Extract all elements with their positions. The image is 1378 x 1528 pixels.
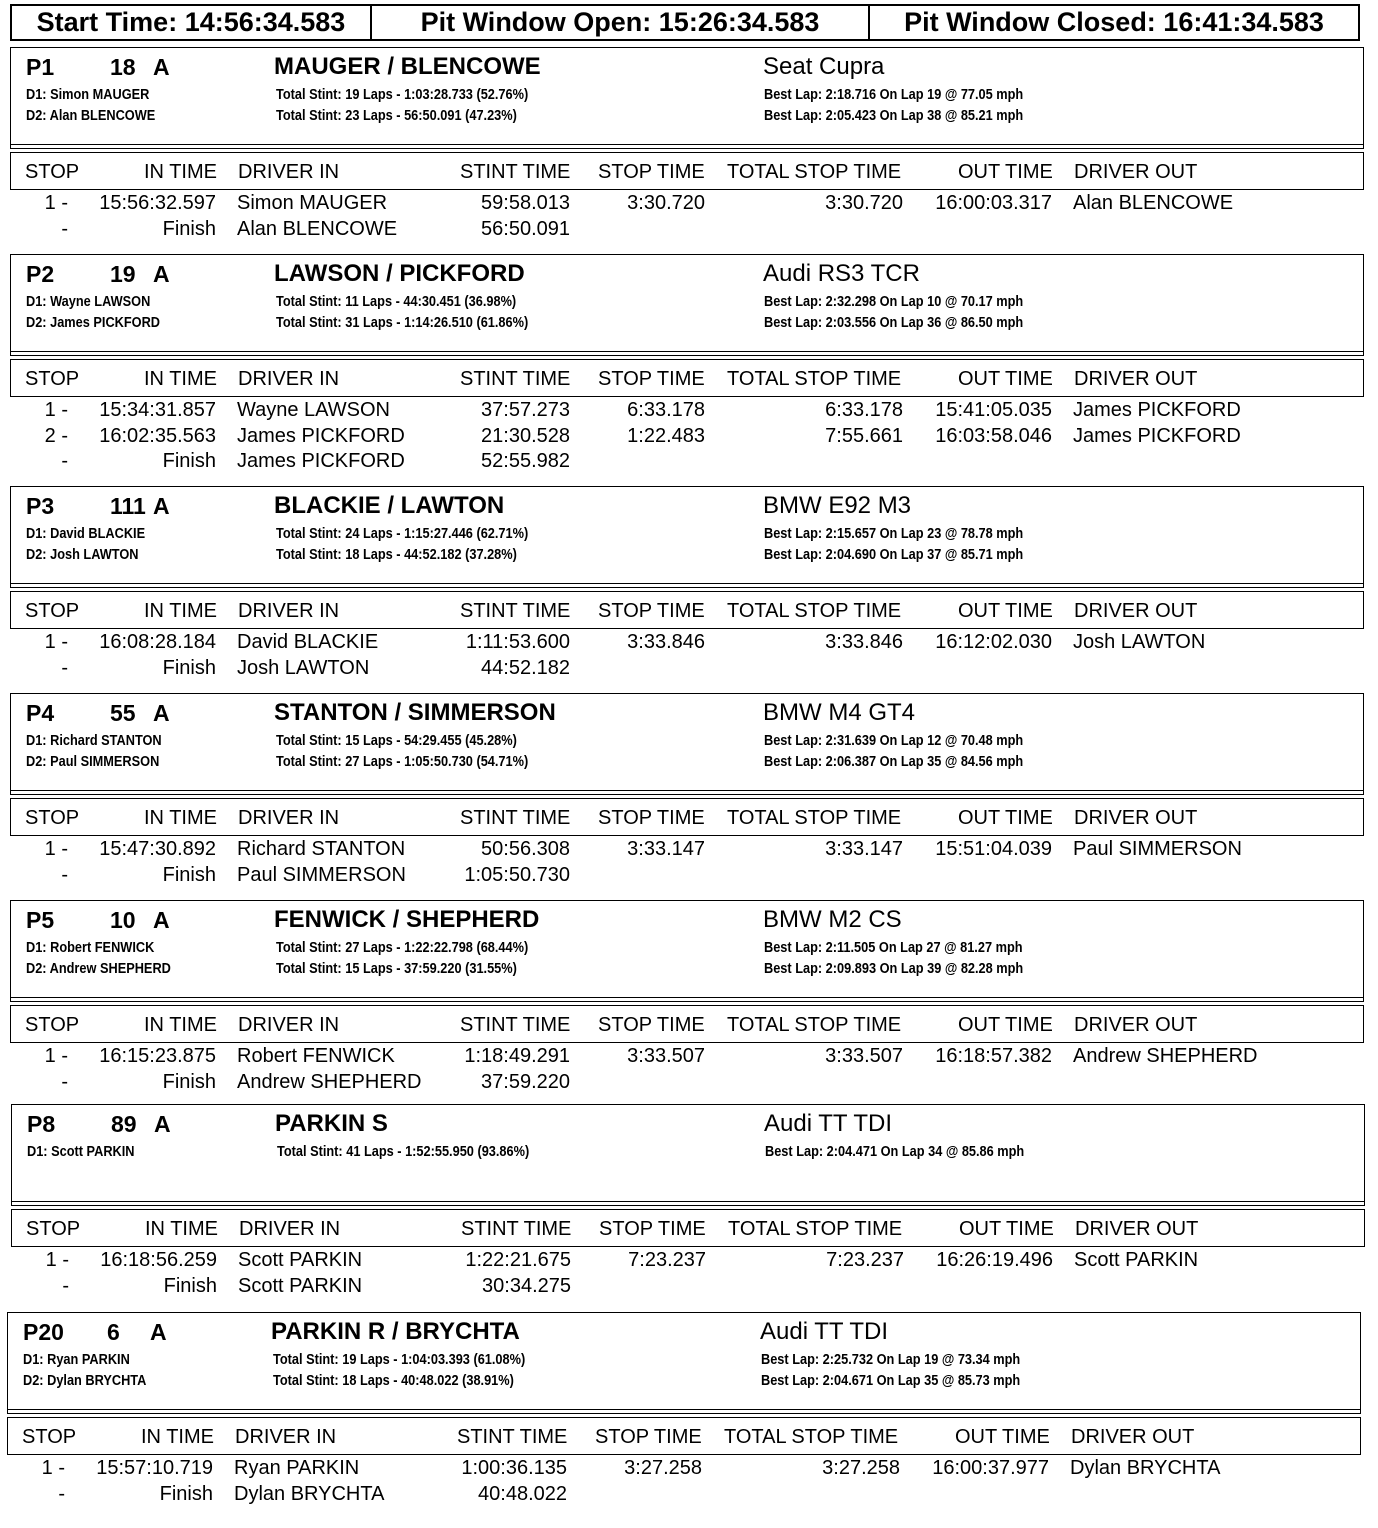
column-header-total-stop-time: TOTAL STOP TIME [728,1218,903,1240]
team-name: PARKIN R / BRYCHTA [271,1318,520,1345]
pit-window-closed: Pit Window Closed: 16:41:34.583 [868,6,1358,39]
pit-stop: - [61,217,68,240]
pit-stint: 50:56.308 [481,838,570,860]
pit-in: 16:08:28.184 [99,631,216,653]
pit-stint: 44:52.182 [481,656,570,679]
column-header-out-time: OUT TIME [958,807,1053,829]
pit-total: 3:33.846 [825,631,903,653]
pit-in: 15:57:10.719 [96,1457,213,1479]
position: P4 [26,700,55,726]
team-name: STANTON / SIMMERSON [274,699,556,726]
pit-stop: 1 - [44,399,68,421]
divider [11,144,1363,145]
driver-name: D2: Andrew SHEPHERD [26,961,171,977]
total-stint: Total Stint: 41 Laps - 1:52:55.950 (93.86%) [277,1144,530,1160]
pit-stop: 1 - [41,1457,65,1479]
driver-name: D1: Richard STANTON [26,733,162,749]
driver-name: D2: Josh LAWTON [26,547,139,563]
column-header-total-stop-time: TOTAL STOP TIME [727,807,902,829]
divider [8,1409,1360,1410]
driver-name: D2: Dylan BRYCHTA [23,1373,147,1389]
column-header-in-time: IN TIME [141,1426,214,1448]
column-header-driver-in: DRIVER IN [235,1426,337,1448]
column-header-stint-time: STINT TIME [460,807,571,829]
driver-name: D1: Simon MAUGER [26,87,150,103]
total-stint: Total Stint: 27 Laps - 1:05:50.730 (54.71%) [276,754,529,770]
pit-out: 16:18:57.382 [935,1045,1052,1067]
best-lap: Best Lap: 2:03.556 On Lap 36 @ 86.50 mph [764,315,1024,331]
pit-driver-in: Scott PARKIN [238,1274,363,1297]
divider [11,790,1363,791]
pit-stop-time: 3:33.147 [627,838,705,860]
pit-driver-out: James PICKFORD [1073,424,1241,447]
divider [11,997,1363,998]
pit-stop: 1 - [44,192,68,214]
pit-in: 16:02:35.563 [99,424,216,447]
column-header-out-time: OUT TIME [955,1426,1050,1448]
divider [11,583,1363,584]
column-header-stop: STOP [25,161,80,183]
car-model: Audi TT TDI [760,1318,889,1345]
car-number: 89 [111,1111,137,1137]
column-header-driver-in: DRIVER IN [238,368,340,390]
column-header-total-stop-time: TOTAL STOP TIME [727,600,902,622]
pit-out: 16:03:58.046 [935,424,1052,447]
pit-driver-out: Alan BLENCOWE [1073,192,1234,214]
pit-stint: 59:58.013 [481,192,570,214]
car-class: A [153,54,170,80]
car-model: Seat Cupra [763,53,885,80]
column-header-stop: STOP [26,1218,81,1240]
pit-stop: 1 - [44,631,68,653]
column-header-driver-out: DRIVER OUT [1075,1218,1199,1240]
pit-total: 3:30.720 [825,192,903,214]
total-stint: Total Stint: 15 Laps - 54:29.455 (45.28%) [276,733,517,749]
column-header-stop-time: STOP TIME [598,600,705,622]
pit-driver-in: Robert FENWICK [237,1045,395,1067]
pit-stint: 21:30.528 [481,424,570,447]
column-header-total-stop-time: TOTAL STOP TIME [724,1426,899,1448]
pit-out: 15:41:05.035 [935,399,1052,421]
pit-driver-in: Alan BLENCOWE [237,217,398,240]
driver-name: D1: Scott PARKIN [27,1144,135,1160]
entry-info-box [7,1312,1361,1414]
entry-info-box [11,1104,1365,1206]
column-header-stop: STOP [25,807,80,829]
total-stint: Total Stint: 11 Laps - 44:30.451 (36.98%) [276,294,517,310]
car-class: A [153,493,170,519]
car-class: A [153,700,170,726]
pit-driver-in: David BLACKIE [237,631,379,653]
pit-stop: - [62,1274,69,1297]
pit-in: Finish [162,450,216,472]
driver-name: D2: Paul SIMMERSON [26,754,160,770]
column-header-row [10,152,1364,190]
best-lap: Best Lap: 2:04.690 On Lap 37 @ 85.71 mph [764,547,1024,563]
total-stint: Total Stint: 18 Laps - 44:52.182 (37.28%) [276,547,517,563]
pit-stop: 2 - [44,424,68,447]
best-lap: Best Lap: 2:18.716 On Lap 19 @ 77.05 mph [764,87,1024,103]
pit-out: 16:00:03.317 [935,192,1052,214]
pit-stint: 30:34.275 [482,1274,571,1297]
best-lap: Best Lap: 2:09.893 On Lap 39 @ 82.28 mph [764,961,1024,977]
pit-stop: - [61,450,68,472]
column-header-total-stop-time: TOTAL STOP TIME [727,161,902,183]
pit-stop: 1 - [44,1045,68,1067]
pit-in: Finish [162,863,216,886]
car-model: Audi TT TDI [764,1110,893,1137]
pit-out: 16:26:19.496 [936,1249,1053,1271]
pit-stop-time: 3:30.720 [627,192,705,214]
pit-stop: - [61,1070,68,1093]
car-model: Audi RS3 TCR [763,260,920,287]
best-lap: Best Lap: 2:04.471 On Lap 34 @ 85.86 mph [765,1144,1025,1160]
car-model: BMW E92 M3 [763,492,912,519]
total-stint: Total Stint: 15 Laps - 37:59.220 (31.55%) [276,961,517,977]
car-number: 19 [110,261,136,287]
pit-driver-out: Josh LAWTON [1073,631,1206,653]
column-header-driver-out: DRIVER OUT [1074,600,1198,622]
pit-driver-out: James PICKFORD [1073,399,1241,421]
column-header-stop-time: STOP TIME [598,807,705,829]
best-lap: Best Lap: 2:32.298 On Lap 10 @ 70.17 mph [764,294,1024,310]
pit-total: 3:33.507 [825,1045,903,1067]
pit-stop-time: 3:33.846 [627,631,705,653]
column-header-stop-time: STOP TIME [598,1014,705,1036]
pit-driver-in: Richard STANTON [237,838,406,860]
column-header-in-time: IN TIME [144,600,217,622]
total-stint: Total Stint: 23 Laps - 56:50.091 (47.23%) [276,108,517,124]
pit-stint: 56:50.091 [481,217,570,240]
pit-driver-in: Dylan BRYCHTA [234,1482,385,1505]
pit-stop-time: 7:23.237 [628,1249,706,1271]
pit-stint: 1:11:53.600 [465,631,570,653]
car-number: 55 [110,700,136,726]
total-stint: Total Stint: 27 Laps - 1:22:22.798 (68.44%) [276,940,529,956]
session-header [10,4,1360,41]
column-header-total-stop-time: TOTAL STOP TIME [727,368,902,390]
position: P3 [26,493,55,519]
pit-driver-in: Simon MAUGER [237,192,388,214]
pit-stop: - [58,1482,65,1505]
column-header-in-time: IN TIME [145,1218,218,1240]
column-header-stop: STOP [22,1426,77,1448]
total-stint: Total Stint: 18 Laps - 40:48.022 (38.91%) [273,1373,514,1389]
column-header-driver-in: DRIVER IN [238,161,340,183]
divider [12,1201,1364,1202]
pit-in: Finish [162,217,216,240]
car-class: A [153,261,170,287]
position: P1 [26,54,55,80]
best-lap: Best Lap: 2:11.505 On Lap 27 @ 81.27 mph [764,940,1023,956]
column-header-row [10,798,1364,836]
pit-in: Finish [162,656,216,679]
pit-driver-out: Scott PARKIN [1074,1249,1199,1271]
pit-driver-in: James PICKFORD [237,424,405,447]
column-header-driver-out: DRIVER OUT [1071,1426,1195,1448]
pit-stop-time: 6:33.178 [627,399,705,421]
column-header-in-time: IN TIME [144,368,217,390]
column-header-out-time: OUT TIME [958,368,1053,390]
column-header-out-time: OUT TIME [959,1218,1054,1240]
column-header-stint-time: STINT TIME [460,161,571,183]
best-lap: Best Lap: 2:05.423 On Lap 38 @ 85.21 mph [764,108,1024,124]
driver-name: D1: Wayne LAWSON [26,294,151,310]
column-header-stop-time: STOP TIME [598,368,705,390]
pit-stint: 52:55.982 [481,450,570,472]
start-time: Start Time: 14:56:34.583 [36,7,346,37]
team-name: FENWICK / SHEPHERD [274,906,540,933]
pit-total: 3:33.147 [825,838,903,860]
car-number: 111 [110,493,146,519]
column-header-stint-time: STINT TIME [460,1014,571,1036]
pit-driver-in: Paul SIMMERSON [237,863,406,886]
column-header-row [10,359,1364,397]
column-header-driver-out: DRIVER OUT [1074,807,1198,829]
column-header-out-time: OUT TIME [958,600,1053,622]
entry-info-box [10,900,1364,1002]
pit-out: 16:12:02.030 [935,631,1052,653]
column-header-in-time: IN TIME [144,161,217,183]
column-header-stop: STOP [25,1014,80,1036]
total-stint: Total Stint: 24 Laps - 1:15:27.446 (62.71%) [276,526,529,542]
pit-stop: 1 - [45,1249,69,1271]
column-header-driver-in: DRIVER IN [239,1218,341,1240]
best-lap: Best Lap: 2:25.732 On Lap 19 @ 73.34 mph [761,1352,1021,1368]
team-name: PARKIN S [275,1110,388,1137]
position: P20 [23,1319,64,1345]
pit-stop-time: 3:33.507 [627,1045,705,1067]
pit-driver-out: Paul SIMMERSON [1073,838,1242,860]
driver-name: D2: James PICKFORD [26,315,161,331]
car-class: A [153,907,170,933]
pit-out: 15:51:04.039 [935,838,1052,860]
pit-out: 16:00:37.977 [932,1457,1049,1479]
pit-stint: 37:57.273 [481,399,570,421]
team-name: LAWSON / PICKFORD [274,260,525,287]
pit-in: 15:56:32.597 [99,192,216,214]
pit-driver-out: Andrew SHEPHERD [1073,1045,1258,1067]
column-header-stop: STOP [25,368,80,390]
column-header-stint-time: STINT TIME [460,600,571,622]
pit-in: Finish [163,1274,217,1297]
best-lap: Best Lap: 2:31.639 On Lap 12 @ 70.48 mph [764,733,1024,749]
pit-in: 16:18:56.259 [100,1249,217,1271]
column-header-driver-in: DRIVER IN [238,807,340,829]
column-header-in-time: IN TIME [144,807,217,829]
pit-stint: 1:00:36.135 [461,1457,567,1479]
car-model: BMW M2 CS [763,906,902,933]
column-header-driver-out: DRIVER OUT [1074,1014,1198,1036]
entry-info-box [10,47,1364,149]
position: P5 [26,907,55,933]
pit-total: 7:55.661 [825,424,903,447]
car-class: A [150,1319,167,1345]
total-stint: Total Stint: 19 Laps - 1:04:03.393 (61.08%) [273,1352,526,1368]
pit-in: 15:34:31.857 [99,399,216,421]
driver-name: D1: Robert FENWICK [26,940,155,956]
car-class: A [154,1111,171,1137]
pit-stop: - [61,863,68,886]
column-header-stint-time: STINT TIME [457,1426,568,1448]
pit-driver-in: Ryan PARKIN [234,1457,360,1479]
column-header-in-time: IN TIME [144,1014,217,1036]
column-header-stop-time: STOP TIME [599,1218,706,1240]
pit-stint: 1:22:21.675 [465,1249,571,1271]
pit-in: Finish [162,1070,216,1093]
driver-name: D1: Ryan PARKIN [23,1352,130,1368]
column-header-stop-time: STOP TIME [595,1426,702,1448]
pit-in: 15:47:30.892 [99,838,216,860]
car-number: 6 [107,1319,120,1345]
best-lap: Best Lap: 2:15.657 On Lap 23 @ 78.78 mph [764,526,1024,542]
column-header-driver-out: DRIVER OUT [1074,161,1198,183]
pit-stop-time: 3:27.258 [624,1457,702,1479]
column-header-stop-time: STOP TIME [598,161,705,183]
column-header-stint-time: STINT TIME [460,368,571,390]
column-header-driver-out: DRIVER OUT [1074,368,1198,390]
pit-stint: 1:18:49.291 [464,1045,570,1067]
entry-info-box [10,693,1364,795]
column-header-driver-in: DRIVER IN [238,1014,340,1036]
pit-driver-in: Andrew SHEPHERD [237,1070,422,1093]
pit-driver-in: Josh LAWTON [237,656,370,679]
best-lap: Best Lap: 2:04.671 On Lap 35 @ 85.73 mph [761,1373,1021,1389]
column-header-stop: STOP [25,600,80,622]
entry-info-box [10,254,1364,356]
column-header-row [10,1005,1364,1043]
column-header-out-time: OUT TIME [958,1014,1053,1036]
car-number: 10 [110,907,136,933]
column-header-row [10,591,1364,629]
pit-total: 3:27.258 [822,1457,900,1479]
total-stint: Total Stint: 31 Laps - 1:14:26.510 (61.86%) [276,315,529,331]
pit-stop-time: 1:22.483 [627,424,705,447]
pit-stop: 1 - [44,838,68,860]
pit-stint: 40:48.022 [478,1482,567,1505]
team-name: BLACKIE / LAWTON [274,492,505,519]
position: P8 [27,1111,56,1137]
divider [11,351,1363,352]
pit-driver-out: Dylan BRYCHTA [1070,1457,1221,1479]
pit-total: 6:33.178 [825,399,903,421]
pit-stint: 1:05:50.730 [464,863,570,886]
team-name: MAUGER / BLENCOWE [274,53,541,80]
driver-name: D2: Alan BLENCOWE [26,108,156,124]
car-model: BMW M4 GT4 [763,699,916,726]
best-lap: Best Lap: 2:06.387 On Lap 35 @ 84.56 mph [764,754,1024,770]
pit-stop: - [61,656,68,679]
pit-driver-in: Scott PARKIN [238,1249,363,1271]
entry-info-box [10,486,1364,588]
driver-name: D1: David BLACKIE [26,526,146,542]
column-header-row [7,1417,1361,1455]
pit-driver-in: James PICKFORD [237,450,405,472]
column-header-stint-time: STINT TIME [461,1218,572,1240]
column-header-total-stop-time: TOTAL STOP TIME [727,1014,902,1036]
car-number: 18 [110,54,136,80]
pit-total: 7:23.237 [826,1249,904,1271]
pit-driver-in: Wayne LAWSON [237,399,390,421]
pit-in: Finish [159,1482,213,1505]
position: P2 [26,261,55,287]
pit-stint: 37:59.220 [481,1070,570,1093]
pit-in: 16:15:23.875 [99,1045,216,1067]
column-header-row [11,1209,1365,1247]
column-header-driver-in: DRIVER IN [238,600,340,622]
total-stint: Total Stint: 19 Laps - 1:03:28.733 (52.76%) [276,87,529,103]
column-header-out-time: OUT TIME [958,161,1053,183]
pit-window-open: Pit Window Open: 15:26:34.583 [370,6,868,39]
